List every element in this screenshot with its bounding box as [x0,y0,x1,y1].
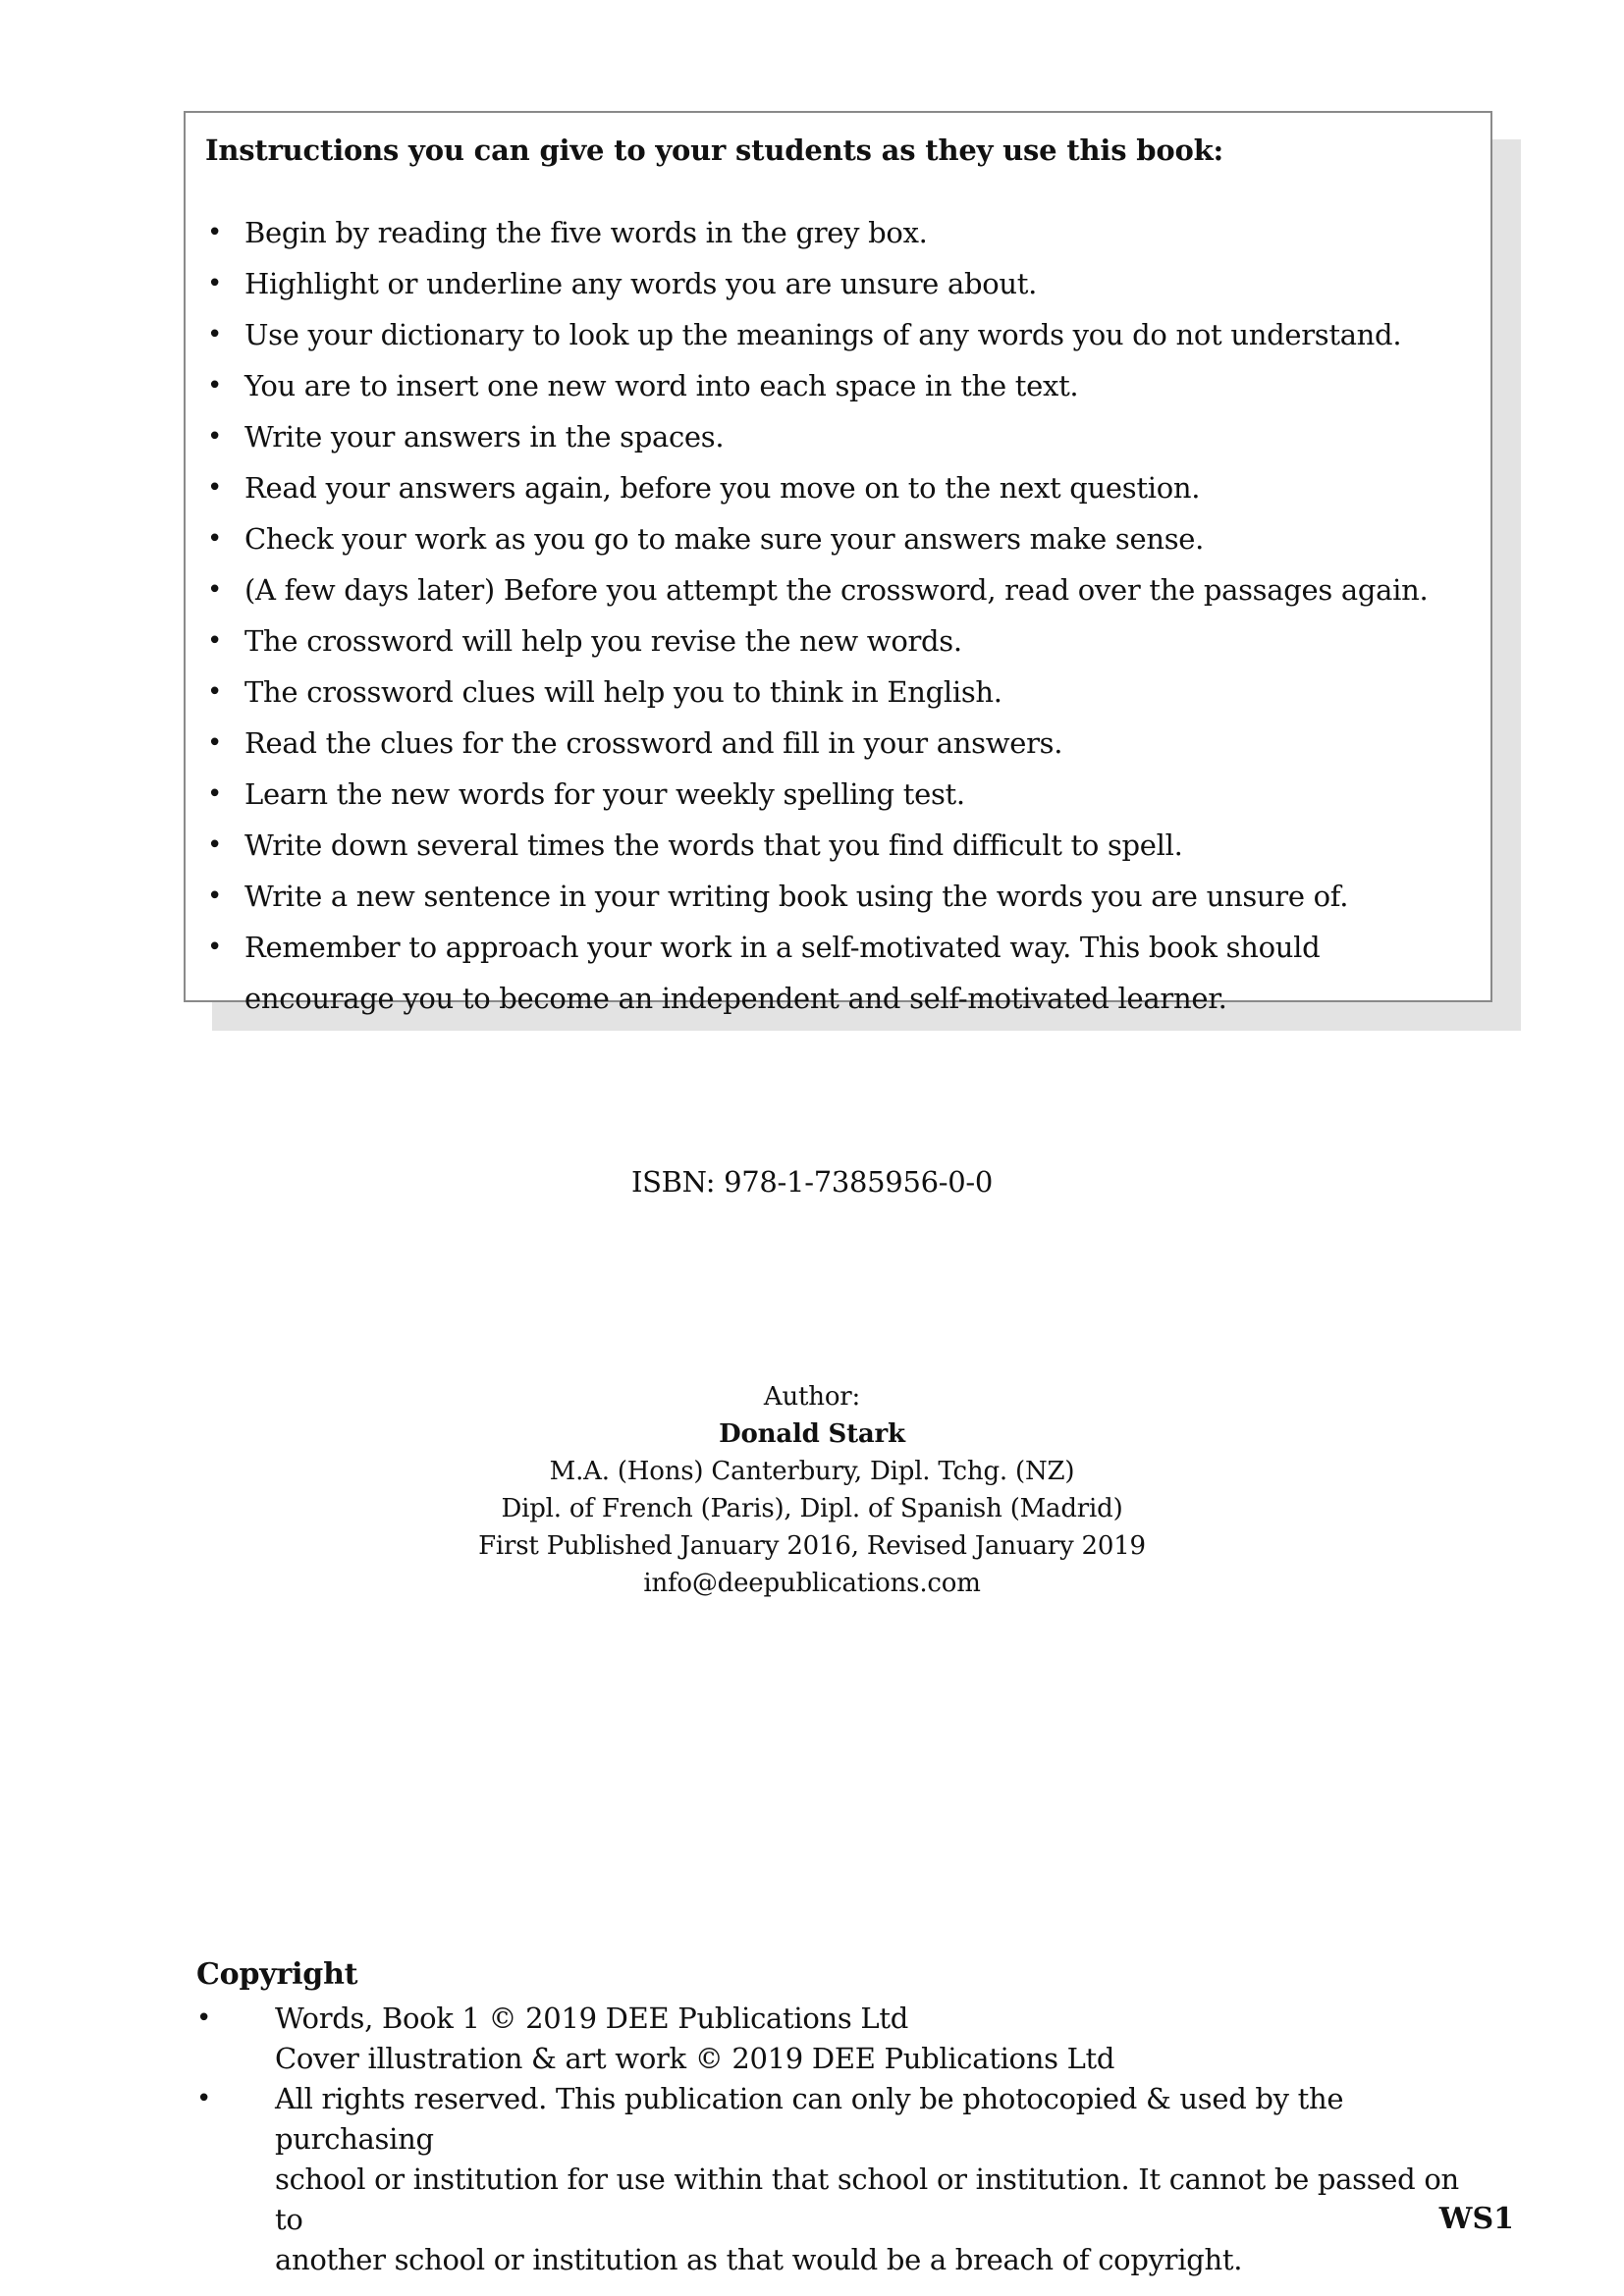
instruction-item: • The crossword clues will help you to think in English. [205,667,1462,718]
bullet-icon: • [207,728,223,758]
instructions-title: Instructions you can give to your students as they use this book: [205,133,1224,167]
copyright-list [196,1999,1483,2280]
instructions-list [205,207,1462,1024]
bullet-icon: • [207,422,223,452]
bullet-icon: • [207,881,223,911]
bullet-icon: • [207,218,223,247]
copyright-item: • All rights reserved. This publication can only be photocopied & used by the purchasing school or institution for use within that school or institution. It cannot be passed on to another school or institution as that would be a breach of copyright. [196,2079,1483,2280]
instruction-item: • Read the clues for the crossword and fill in your answers. [205,718,1462,769]
copyright-item: • Words, Book 1 © 2019 DEE Publications Ltd Cover illustration & art work © 2019 DEE Publications Ltd [196,1999,1483,2079]
bullet-icon: • [207,575,223,605]
instruction-item: • Read your answers again, before you move on to the next question. [205,462,1462,513]
copyright-title: Copyright [196,1957,358,1992]
bullet-icon: • [207,320,223,349]
bullet-icon: • [207,524,223,554]
bullet-icon: • [207,677,223,707]
instruction-item: • Write down several times the words that you find difficult to spell. [205,820,1462,871]
instruction-item: • Remember to approach your work in a self-motivated way. This book should encourage you to become an independent and self-motivated learner. [205,922,1462,1024]
instruction-item: • Write a new sentence in your writing book using the words you are unsure of. [205,871,1462,922]
bullet-icon: • [196,2003,212,2033]
bullet-icon: • [207,933,223,962]
bullet-icon: • [196,2084,212,2113]
author-qualification-2: Dipl. of French (Paris), Dipl. of Spanish (Madrid) [501,1494,1123,1523]
instruction-item: • (A few days later) Before you attempt the crossword, read over the passages again. [205,564,1462,615]
instruction-item: • You are to insert one new word into each space in the text. [205,360,1462,411]
author-name: Donald Stark [719,1419,905,1449]
bullet-icon: • [207,371,223,400]
isbn: ISBN: 978-1-7385956-0-0 [630,1165,994,1199]
bullet-icon: • [207,269,223,298]
author-block [0,1378,1624,1602]
instruction-item: • The crossword will help you revise the new words. [205,615,1462,667]
author-qualification-1: M.A. (Hons) Canterbury, Dipl. Tchg. (NZ) [549,1457,1075,1486]
instruction-item: • Use your dictionary to look up the meanings of any words you do not understand. [205,309,1462,360]
instruction-item: • Highlight or underline any words you are unsure about. [205,258,1462,309]
bullet-icon: • [207,779,223,809]
instruction-item: • Check your work as you go to make sure your answers make sense. [205,513,1462,564]
author-label: Author: [763,1382,861,1412]
instruction-item: • Write your answers in the spaces. [205,411,1462,462]
instruction-item: • Learn the new words for your weekly spelling test. [205,769,1462,820]
instruction-item: • Begin by reading the five words in the grey box. [205,207,1462,258]
page-code: WS1 [1438,2202,1514,2236]
instructions-box [184,111,1492,1015]
publication-date: First Published January 2016, Revised January 2019 [478,1531,1146,1561]
bullet-icon: • [207,830,223,860]
author-email: info@deepublications.com [643,1569,981,1598]
bullet-icon: • [207,473,223,503]
bullet-icon: • [207,626,223,656]
